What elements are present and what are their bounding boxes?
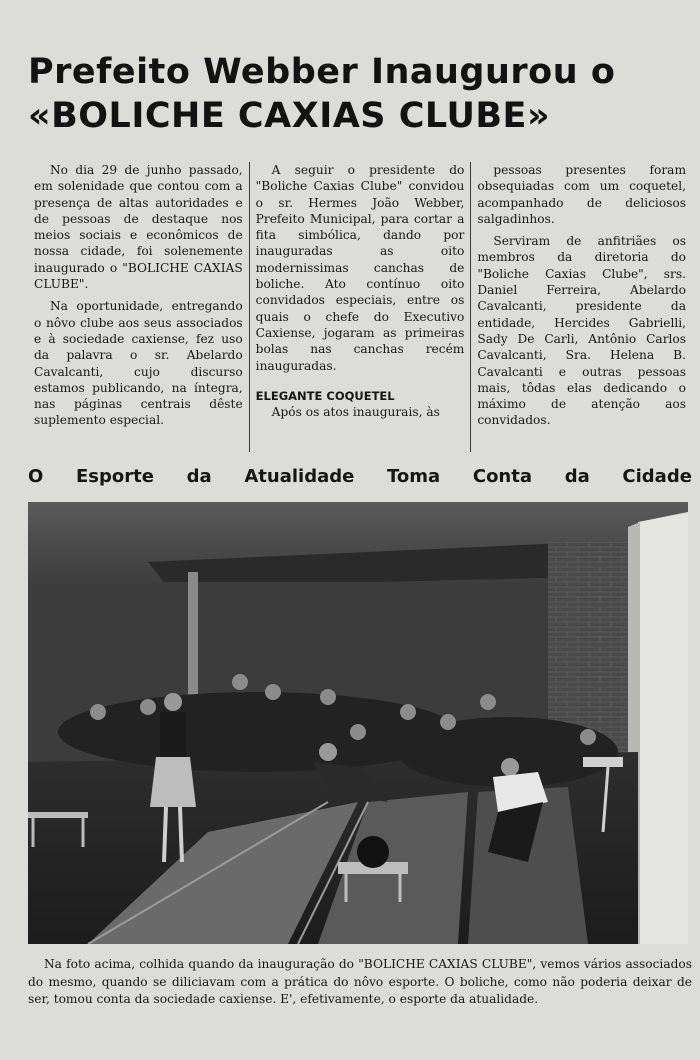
column-3-paragraph-2: Serviram de anfitriães os membros da diretoria do "Boliche Caxias Clube", srs. Daniel Ferreira, Abelardo Cavalcanti, presidente da entidade, Hercides Gabrielli, Sady De Carli, Antônio Carlos Cavalcanti, Sra. Helena B. Cavalcanti e outras pessoas mais, tôdas elas dedicando o máximo de atenção aos convidados.	[477, 234, 687, 428]
article-columns	[28, 162, 692, 452]
photo-caption	[28, 956, 692, 1009]
section-title-word: Esporte	[76, 466, 154, 487]
section-title-word: da	[186, 466, 212, 487]
column-1-paragraph-1: No dia 29 de junho passado, em solenidade que contou com a presença de altas autoridades e de pessoas de destaque nos meios sociais e econômicos de nossa cidade, foi solenemente inaugurado o "BOLICHE CAXIAS CLUBE".	[34, 163, 243, 292]
section-title-word: Atualidade	[244, 466, 355, 487]
section-title-word: da	[564, 466, 590, 487]
section-title	[28, 462, 692, 492]
photo-illustration	[28, 502, 688, 944]
column-2	[250, 162, 471, 452]
column-1-paragraph-2: Na oportunidade, entregando o nôvo clube aos seus associados e à sociedade caxiense, fez uso da palavra o sr. Abelardo Cavalcanti, cujo discurso estamos publicando, na íntegra, nas páginas centrais dêste suplemento especial.	[34, 299, 243, 428]
column-3	[471, 162, 692, 452]
column-1	[28, 162, 249, 452]
bowling-alley-photo	[28, 502, 688, 944]
headline-line-2: «BOLICHE CAXIAS CLUBE»	[28, 96, 551, 136]
section-title-word: Conta	[472, 466, 533, 487]
column-3-paragraph-1: pessoas presentes foram obsequiadas com um coquetel, acompanhado de deliciosos salgadinhos.	[477, 163, 687, 226]
caption-text: Na foto acima, colhida quando da inauguração do "BOLICHE CAXIAS CLUBE", vemos vários associados do mesmo, quando se diliciavam com a prática do nôvo esporte. O boliche, como não poderia deixar de ser, tomou conta da sociedade caxiense. E', efetivamente, o esporte da atualidade.	[28, 957, 692, 1006]
column-2-subhead: ELEGANTE COQUETEL	[255, 388, 395, 403]
column-2-paragraph-2: Após os atos inaugurais, às	[271, 404, 440, 419]
section-title-word: Toma	[387, 466, 441, 487]
headline	[28, 50, 692, 138]
column-2-paragraph-1: A seguir o presidente do "Boliche Caxias Clube" convidou o sr. Hermes João Webber, Prefeito Municipal, para cortar a fita simbólica, dando por inauguradas as oito modernissimas canchas de boliche. Ato contínuo oito convidados especiais, entre os quais o chefe do Executivo Caxiense, jogaram as primeiras bolas nas canchas recém inauguradas.	[255, 163, 465, 373]
section-title-word: O	[28, 466, 44, 487]
headline-line-1: Prefeito Webber Inaugurou o	[28, 52, 616, 92]
section-title-word: Cidade	[622, 466, 692, 487]
